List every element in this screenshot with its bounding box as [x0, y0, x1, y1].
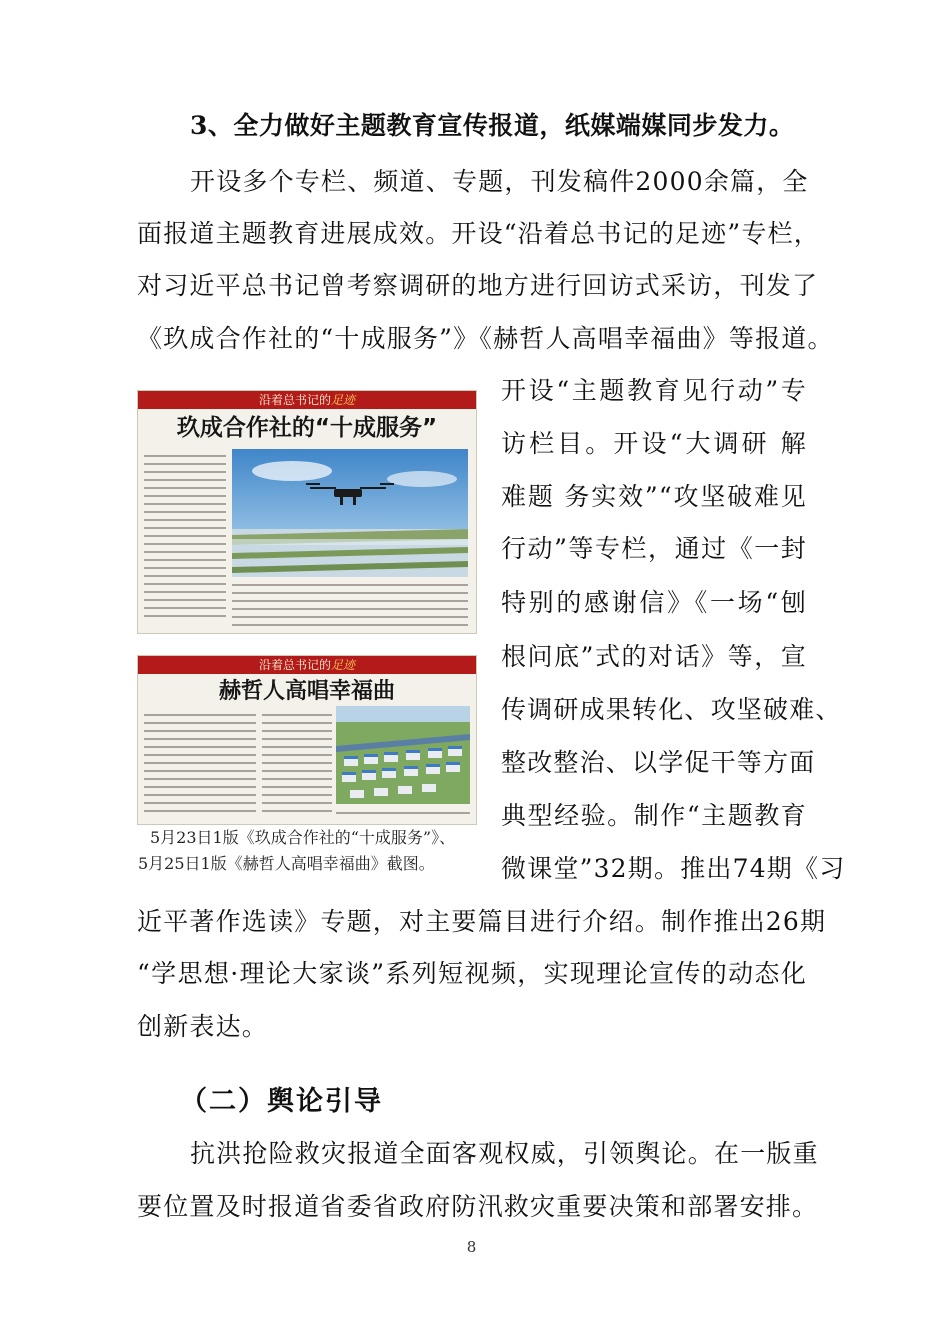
wrap-line-7: 传调研成果转化、攻坚破难、 [501, 695, 842, 724]
banner-text: 沿着总书记的 [258, 393, 331, 407]
wrap-line-9: 典型经验。制作“主题教育 [501, 801, 807, 830]
newspaper-clipping-2 [137, 655, 477, 825]
paragraph1-line-3: 对习近平总书记曾考察调研的地方进行回访式采访，刊发了 [137, 271, 819, 300]
wrap-line-5: 特别的感谢信》《一场“刨 [501, 588, 807, 617]
wrap-line-3: 难题 务实效”“攻坚破难见 [501, 482, 807, 511]
village-aerial-photo [336, 706, 470, 804]
paragraph1-line-1: 开设多个专栏、频道、专题，刊发稿件2000余篇，全 [190, 167, 809, 196]
wrap-line-6: 根问底”式的对话》等，宣 [501, 642, 807, 671]
clipping-banner [138, 391, 476, 409]
banner-accent: 足迹 [331, 393, 356, 407]
clipping-text-bottom [232, 581, 468, 627]
paragraph-cont-line-1: 近平著作选读》专题，对主要篇目进行介绍。制作推出26期 [137, 907, 827, 936]
page-number: 8 [466, 1238, 477, 1256]
paragraph2-line-1: 抗洪抢险救灾报道全面客观权威，引领舆论。在一版重 [190, 1139, 819, 1168]
wrap-line-2: 访栏目。开设“大调研 解 [501, 429, 807, 458]
clipping-title: 赫哲人高唱幸福曲 [218, 679, 395, 704]
image-caption-line-2: 5月25日1版《赫哲人高唱幸福曲》截图。 [138, 854, 435, 873]
clipping-text-bottom [336, 808, 470, 820]
image-caption-line-1: 5月23日1版《玖成合作社的“十成服务”》、 [150, 828, 456, 847]
clipping-banner [138, 656, 476, 674]
clipping-text-column [144, 710, 256, 818]
paragraph2-line-2: 要位置及时报道省委省政府防汛救灾重要决策和部署安排。 [137, 1192, 819, 1221]
banner-accent: 足迹 [331, 658, 356, 672]
section-heading: 3、全力做好主题教育宣传报道，纸媒端媒同步发力。 [190, 111, 795, 140]
paragraph-cont-line-3: 创新表达。 [137, 1012, 269, 1041]
banner-text: 沿着总书记的 [258, 658, 331, 672]
wrap-line-1: 开设“主题教育见行动”专 [501, 376, 807, 405]
clipping-text-column [262, 710, 332, 818]
wrap-line-4: 行动”等专栏，通过《一封 [501, 534, 807, 563]
drone-field-photo [232, 449, 468, 577]
newspaper-clipping-1 [137, 390, 477, 634]
paragraph1-line-4: 《玖成合作社的“十成服务”》《赫哲人高唱幸福曲》等报道。 [137, 324, 834, 353]
clipping-text-column [144, 451, 226, 627]
paragraph-cont-line-2: “学思想·理论大家谈”系列短视频，实现理论宣传的动态化 [137, 959, 807, 988]
wrap-line-8: 整改整治、以学促干等方面 [501, 748, 816, 777]
paragraph1-line-2: 面报道主题教育进展成效。开设“沿着总书记的足迹”专栏， [137, 219, 820, 248]
wrap-line-10: 微课堂”32期。推出74期《习 [501, 854, 846, 883]
subheading: （二）舆论引导 [180, 1086, 383, 1117]
clipping-title: 玖成合作社的“十成服务” [176, 415, 438, 441]
